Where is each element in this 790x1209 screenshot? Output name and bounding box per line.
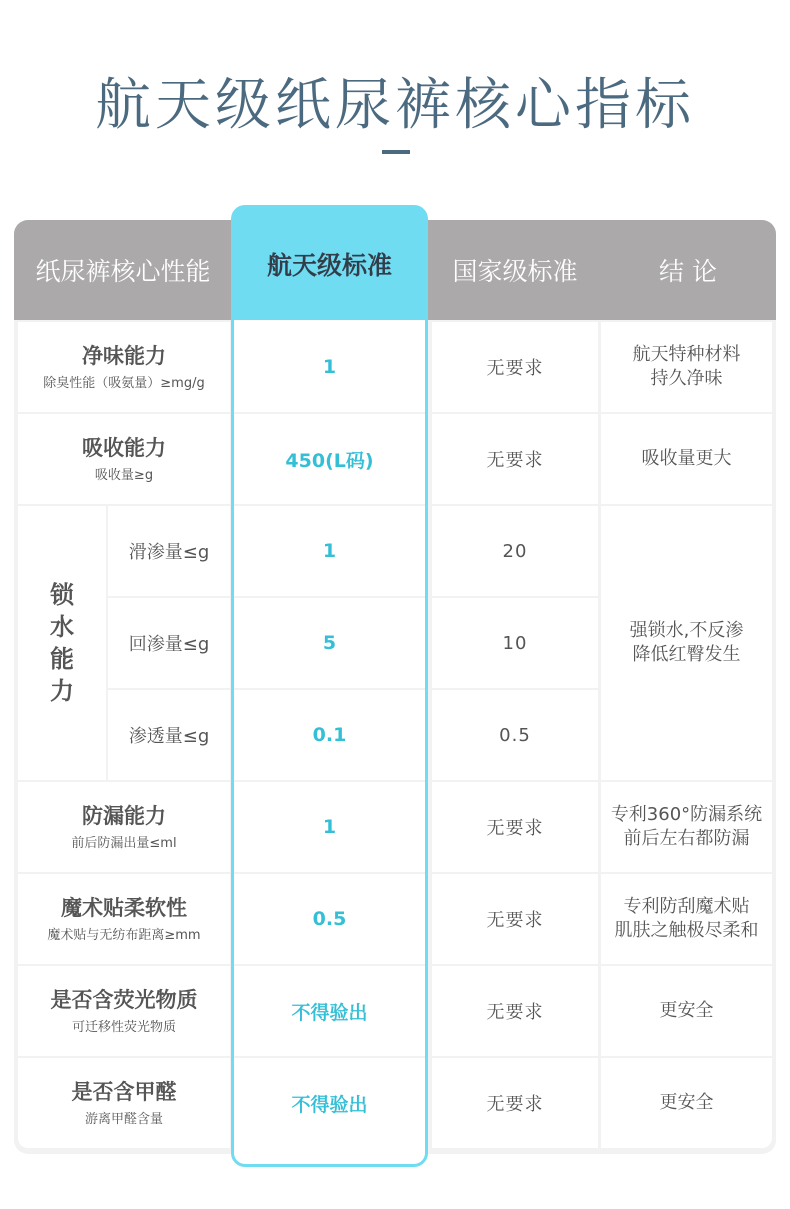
lock-penetration-national: 0.5 (432, 690, 598, 780)
lock-group-conclusion: 强锁水,不反渗 降低红臀发生 (601, 506, 772, 780)
row-velcro-label (18, 874, 230, 964)
row-formaldehyde-label (18, 1058, 230, 1148)
lock-item-rewet: 回渗量≤g (108, 598, 230, 688)
header-national-standard: 国家级标准 (452, 257, 578, 286)
row-fluorescent-national: 无要求 (432, 966, 598, 1056)
row-subtitle: 魔术贴与无纺布距离≥mm (47, 928, 201, 943)
row-odor-national: 无要求 (432, 322, 598, 412)
row-formaldehyde-conclusion: 更安全 (601, 1058, 772, 1148)
row-leak-national: 无要求 (432, 782, 598, 872)
row-absorb-label (18, 414, 230, 504)
lock-slide-national: 20 (432, 506, 598, 596)
row-subtitle: 游离甲醛含量 (84, 1112, 163, 1127)
header-conclusion: 结 论 (659, 257, 717, 286)
row-title: 净味能力 (82, 344, 166, 368)
header-aerospace-standard: 航天级标准 (233, 207, 426, 320)
lock-item-slide: 滑渗量≤g (108, 506, 230, 596)
aerospace-value-rewet: 5 (322, 632, 337, 654)
row-subtitle: 吸收量≥g (94, 468, 154, 483)
lock-group-label: 锁水能力 (18, 506, 106, 780)
aerospace-value-odor: 1 (322, 356, 337, 378)
row-leak-conclusion: 专利360°防漏系统 前后左右都防漏 (601, 782, 772, 872)
row-title: 是否含甲醛 (71, 1080, 177, 1104)
row-absorb-national: 无要求 (432, 414, 598, 504)
aerospace-value-slide: 1 (322, 540, 337, 562)
row-velcro-conclusion: 专利防刮魔术贴 肌肤之触极尽柔和 (601, 874, 772, 964)
row-title: 防漏能力 (82, 804, 166, 828)
row-fluorescent-conclusion: 更安全 (601, 966, 772, 1056)
aerospace-highlight-border (231, 205, 428, 1167)
row-title: 是否含荧光物质 (50, 988, 198, 1012)
lock-rewet-national: 10 (432, 598, 598, 688)
row-subtitle: 前后防漏出量≤ml (71, 836, 177, 851)
lock-item-penetration: 渗透量≤g (108, 690, 230, 780)
row-subtitle: 可迁移性荧光物质 (71, 1020, 176, 1035)
row-absorb-conclusion: 吸收量更大 (601, 414, 772, 504)
title-underline (382, 150, 410, 154)
row-formaldehyde-national: 无要求 (432, 1058, 598, 1148)
header-performance: 纸尿裤核心性能 (35, 257, 211, 286)
aerospace-value-absorb: 450(L码) (285, 449, 374, 472)
aerospace-value-velcro: 0.5 (312, 908, 347, 930)
row-title: 魔术贴柔软性 (61, 896, 187, 920)
row-subtitle: 除臭性能（吸氨量）≥mg/g (43, 376, 205, 391)
row-leak-label (18, 782, 230, 872)
row-odor-conclusion: 航天特种材料 持久净味 (601, 322, 772, 412)
aerospace-value-formaldehyde: 不得验出 (291, 1093, 368, 1116)
row-odor-label (18, 322, 230, 412)
aerospace-value-fluorescent: 不得验出 (291, 1001, 368, 1024)
aerospace-value-penetration: 0.1 (312, 724, 347, 746)
page-title: 航天级纸尿裤核心指标 (95, 73, 695, 138)
aerospace-value-leak: 1 (322, 816, 337, 838)
row-title: 吸收能力 (82, 436, 166, 460)
row-fluorescent-label (18, 966, 230, 1056)
row-velcro-national: 无要求 (432, 874, 598, 964)
